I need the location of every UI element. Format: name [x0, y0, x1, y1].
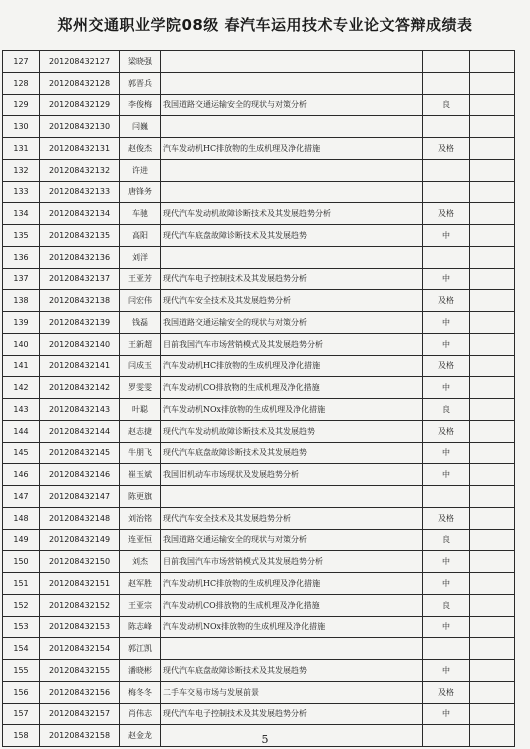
- row-number-cell: 128: [3, 72, 40, 94]
- student-name-cell: 崔玉斌: [120, 464, 161, 486]
- student-id-cell: 201208432136: [40, 246, 120, 268]
- student-name-cell: 刘治铭: [120, 507, 161, 529]
- student-id-cell: 201208432146: [40, 464, 120, 486]
- grade-cell: 中: [423, 616, 470, 638]
- thesis-topic-cell: 现代汽车底盘故障诊断技术及其发展趋势: [161, 442, 423, 464]
- row-number-cell: 138: [3, 290, 40, 312]
- grade-cell: 中: [423, 225, 470, 247]
- table-row: [3, 377, 515, 399]
- student-name-cell: 赵俊杰: [120, 138, 161, 160]
- thesis-topic-cell: 汽车发动机CO排放物的生成机理及净化措施: [161, 377, 423, 399]
- table-row: [3, 181, 515, 203]
- table-row: [3, 420, 515, 442]
- thesis-topic-cell: 现代汽车电子控制技术及其发展趋势分析: [161, 268, 423, 290]
- remarks-cell: [470, 529, 515, 551]
- row-number-cell: 146: [3, 464, 40, 486]
- grade-cell: 中: [423, 377, 470, 399]
- grades-table: [2, 50, 515, 747]
- student-id-cell: 201208432141: [40, 355, 120, 377]
- student-id-cell: 201208432149: [40, 529, 120, 551]
- student-id-cell: 201208432143: [40, 399, 120, 421]
- remarks-cell: [470, 225, 515, 247]
- grade-cell: 及格: [423, 290, 470, 312]
- table-row: [3, 616, 515, 638]
- student-name-cell: 陈更旗: [120, 486, 161, 508]
- row-number-cell: 148: [3, 507, 40, 529]
- thesis-topic-cell: 现代汽车发动机故障诊断技术及其发展趋势分析: [161, 203, 423, 225]
- remarks-cell: [470, 72, 515, 94]
- remarks-cell: [470, 399, 515, 421]
- thesis-topic-cell: 我国旧机动车市场现状及发展趋势分析: [161, 464, 423, 486]
- row-number-cell: 133: [3, 181, 40, 203]
- table-row: [3, 399, 515, 421]
- thesis-topic-cell: 现代汽车底盘故障诊断技术及其发展趋势: [161, 225, 423, 247]
- thesis-topic-cell: [161, 51, 423, 73]
- student-id-cell: 201208432157: [40, 703, 120, 725]
- remarks-cell: [470, 181, 515, 203]
- table-row: [3, 159, 515, 181]
- row-number-cell: 145: [3, 442, 40, 464]
- student-name-cell: 郭江凯: [120, 638, 161, 660]
- grade-cell: 良: [423, 594, 470, 616]
- thesis-topic-cell: [161, 486, 423, 508]
- student-id-cell: 201208432154: [40, 638, 120, 660]
- student-id-cell: 201208432151: [40, 573, 120, 595]
- row-number-cell: 140: [3, 333, 40, 355]
- student-name-cell: 梁晓强: [120, 51, 161, 73]
- student-id-cell: 201208432140: [40, 333, 120, 355]
- grade-cell: [423, 486, 470, 508]
- grades-table-body: [3, 51, 515, 747]
- remarks-cell: [470, 203, 515, 225]
- student-name-cell: 刘杰: [120, 551, 161, 573]
- thesis-topic-cell: 现代汽车底盘故障诊断技术及其发展趋势: [161, 660, 423, 682]
- row-number-cell: 151: [3, 573, 40, 595]
- remarks-cell: [470, 290, 515, 312]
- row-number-cell: 142: [3, 377, 40, 399]
- row-number-cell: 141: [3, 355, 40, 377]
- thesis-topic-cell: 目前我国汽车市场营销模式及其发展趋势分析: [161, 551, 423, 573]
- student-id-cell: 201208432148: [40, 507, 120, 529]
- remarks-cell: [470, 507, 515, 529]
- student-name-cell: 李俊梅: [120, 94, 161, 116]
- student-name-cell: 梅冬冬: [120, 681, 161, 703]
- row-number-cell: 129: [3, 94, 40, 116]
- row-number-cell: 150: [3, 551, 40, 573]
- student-name-cell: 王亚芳: [120, 268, 161, 290]
- grade-cell: [423, 51, 470, 73]
- row-number-cell: 127: [3, 51, 40, 73]
- table-row: [3, 551, 515, 573]
- student-id-cell: 201208432156: [40, 681, 120, 703]
- remarks-cell: [470, 355, 515, 377]
- grade-cell: [423, 159, 470, 181]
- grade-cell: 及格: [423, 355, 470, 377]
- row-number-cell: 157: [3, 703, 40, 725]
- student-id-cell: 201208432131: [40, 138, 120, 160]
- table-row: [3, 464, 515, 486]
- row-number-cell: 144: [3, 420, 40, 442]
- thesis-topic-cell: 汽车发动机NOx排放物的生成机理及净化措施: [161, 616, 423, 638]
- student-id-cell: 201208432158: [40, 725, 120, 747]
- remarks-cell: [470, 486, 515, 508]
- table-row: [3, 333, 515, 355]
- grade-cell: 中: [423, 464, 470, 486]
- student-name-cell: 唐锋务: [120, 181, 161, 203]
- student-name-cell: 连亚恒: [120, 529, 161, 551]
- grade-cell: [423, 638, 470, 660]
- student-name-cell: 赵金龙: [120, 725, 161, 747]
- table-row: [3, 660, 515, 682]
- row-number-cell: 132: [3, 159, 40, 181]
- table-row: [3, 573, 515, 595]
- grade-cell: 良: [423, 399, 470, 421]
- table-row: [3, 594, 515, 616]
- grade-cell: [423, 181, 470, 203]
- thesis-topic-cell: 汽车发动机HC排放物的生成机理及净化措施: [161, 138, 423, 160]
- student-name-cell: 潘晓彬: [120, 660, 161, 682]
- student-name-cell: 刘洋: [120, 246, 161, 268]
- grade-cell: [423, 246, 470, 268]
- remarks-cell: [470, 94, 515, 116]
- thesis-topic-cell: [161, 159, 423, 181]
- grade-cell: 及格: [423, 203, 470, 225]
- remarks-cell: [470, 377, 515, 399]
- table-row: [3, 681, 515, 703]
- student-id-cell: 201208432139: [40, 312, 120, 334]
- remarks-cell: [470, 420, 515, 442]
- remarks-cell: [470, 703, 515, 725]
- thesis-topic-cell: 我国道路交通运输安全的现状与对策分析: [161, 312, 423, 334]
- remarks-cell: [470, 246, 515, 268]
- table-row: [3, 312, 515, 334]
- thesis-topic-cell: 我国道路交通运输安全的现状与对策分析: [161, 94, 423, 116]
- grade-cell: 中: [423, 442, 470, 464]
- student-id-cell: 201208432150: [40, 551, 120, 573]
- remarks-cell: [470, 268, 515, 290]
- grade-cell: 中: [423, 268, 470, 290]
- student-id-cell: 201208432147: [40, 486, 120, 508]
- student-name-cell: 闫成玉: [120, 355, 161, 377]
- student-name-cell: 郭晋兵: [120, 72, 161, 94]
- remarks-cell: [470, 51, 515, 73]
- student-id-cell: 201208432137: [40, 268, 120, 290]
- thesis-topic-cell: [161, 181, 423, 203]
- student-name-cell: 王新超: [120, 333, 161, 355]
- remarks-cell: [470, 551, 515, 573]
- student-id-cell: 201208432155: [40, 660, 120, 682]
- table-row: [3, 51, 515, 73]
- student-name-cell: 赵志捷: [120, 420, 161, 442]
- grade-cell: 中: [423, 551, 470, 573]
- remarks-cell: [470, 159, 515, 181]
- row-number-cell: 147: [3, 486, 40, 508]
- remarks-cell: [470, 333, 515, 355]
- student-name-cell: 闫宏伟: [120, 290, 161, 312]
- table-row: [3, 116, 515, 138]
- table-row: [3, 355, 515, 377]
- thesis-topic-cell: 现代汽车发动机故障诊断技术及其发展趋势: [161, 420, 423, 442]
- thesis-topic-cell: 我国道路交通运输安全的现状与对策分析: [161, 529, 423, 551]
- student-name-cell: 钱磊: [120, 312, 161, 334]
- remarks-cell: [470, 681, 515, 703]
- student-id-cell: 201208432128: [40, 72, 120, 94]
- table-row: [3, 94, 515, 116]
- thesis-topic-cell: [161, 72, 423, 94]
- row-number-cell: 131: [3, 138, 40, 160]
- table-row: [3, 638, 515, 660]
- table-row: [3, 246, 515, 268]
- student-name-cell: 叶聪: [120, 399, 161, 421]
- row-number-cell: 153: [3, 616, 40, 638]
- remarks-cell: [470, 312, 515, 334]
- thesis-topic-cell: 现代汽车安全技术及其发展趋势分析: [161, 290, 423, 312]
- student-name-cell: 罗雯雯: [120, 377, 161, 399]
- student-id-cell: 201208432130: [40, 116, 120, 138]
- thesis-topic-cell: 汽车发动机HC排放物的生成机理及净化措施: [161, 573, 423, 595]
- remarks-cell: [470, 138, 515, 160]
- student-name-cell: 闫巍: [120, 116, 161, 138]
- thesis-topic-cell: 汽车发动机CO排放物的生成机理及净化措施: [161, 594, 423, 616]
- grade-cell: 良: [423, 94, 470, 116]
- table-row: [3, 442, 515, 464]
- table-row: [3, 486, 515, 508]
- row-number-cell: 143: [3, 399, 40, 421]
- student-name-cell: 赵军胜: [120, 573, 161, 595]
- student-name-cell: 王亚宗: [120, 594, 161, 616]
- row-number-cell: 149: [3, 529, 40, 551]
- student-id-cell: 201208432145: [40, 442, 120, 464]
- student-id-cell: 201208432133: [40, 181, 120, 203]
- remarks-cell: [470, 116, 515, 138]
- row-number-cell: 139: [3, 312, 40, 334]
- row-number-cell: 135: [3, 225, 40, 247]
- table-row: [3, 203, 515, 225]
- grade-cell: [423, 72, 470, 94]
- table-row: [3, 72, 515, 94]
- student-name-cell: 肖伟志: [120, 703, 161, 725]
- remarks-cell: [470, 638, 515, 660]
- thesis-topic-cell: 现代汽车电子控制技术及其发展趋势分析: [161, 703, 423, 725]
- thesis-topic-cell: 汽车发动机HC排放物的生成机理及净化措施: [161, 355, 423, 377]
- student-name-cell: 车驰: [120, 203, 161, 225]
- student-id-cell: 201208432153: [40, 616, 120, 638]
- thesis-topic-cell: [161, 638, 423, 660]
- row-number-cell: 134: [3, 203, 40, 225]
- student-id-cell: 201208432135: [40, 225, 120, 247]
- grade-cell: 及格: [423, 138, 470, 160]
- thesis-topic-cell: 二手车交易市场与发展前景: [161, 681, 423, 703]
- row-number-cell: 156: [3, 681, 40, 703]
- row-number-cell: 158: [3, 725, 40, 747]
- student-id-cell: 201208432134: [40, 203, 120, 225]
- table-row: [3, 290, 515, 312]
- row-number-cell: 155: [3, 660, 40, 682]
- remarks-cell: [470, 573, 515, 595]
- row-number-cell: 154: [3, 638, 40, 660]
- grade-cell: [423, 116, 470, 138]
- table-row: [3, 529, 515, 551]
- thesis-topic-cell: [161, 246, 423, 268]
- page-title: 郑州交通职业学院08级 春汽车运用技术专业论文答辩成绩表: [57, 16, 473, 34]
- grade-cell: 中: [423, 703, 470, 725]
- student-name-cell: 高阳: [120, 225, 161, 247]
- student-id-cell: 201208432138: [40, 290, 120, 312]
- row-number-cell: 136: [3, 246, 40, 268]
- student-id-cell: 201208432152: [40, 594, 120, 616]
- student-id-cell: 201208432144: [40, 420, 120, 442]
- table-row: [3, 507, 515, 529]
- student-id-cell: 201208432142: [40, 377, 120, 399]
- grade-cell: 中: [423, 333, 470, 355]
- remarks-cell: [470, 464, 515, 486]
- remarks-cell: [470, 442, 515, 464]
- grade-cell: 及格: [423, 507, 470, 529]
- table-row: [3, 138, 515, 160]
- page-number: 5: [261, 733, 269, 746]
- row-number-cell: 130: [3, 116, 40, 138]
- student-name-cell: 许进: [120, 159, 161, 181]
- grade-cell: 良: [423, 529, 470, 551]
- student-id-cell: 201208432129: [40, 94, 120, 116]
- thesis-topic-cell: [161, 116, 423, 138]
- student-name-cell: 陈志峰: [120, 616, 161, 638]
- grade-cell: 中: [423, 312, 470, 334]
- remarks-cell: [470, 660, 515, 682]
- grade-cell: 及格: [423, 681, 470, 703]
- table-row: [3, 268, 515, 290]
- remarks-cell: [470, 616, 515, 638]
- student-id-cell: 201208432127: [40, 51, 120, 73]
- thesis-topic-cell: 目前我国汽车市场营销模式及其发展趋势分析: [161, 333, 423, 355]
- table-row: [3, 225, 515, 247]
- thesis-topic-cell: 现代汽车安全技术及其发展趋势分析: [161, 507, 423, 529]
- thesis-topic-cell: 汽车发动机NOx排放物的生成机理及净化措施: [161, 399, 423, 421]
- row-number-cell: 152: [3, 594, 40, 616]
- grade-cell: 及格: [423, 420, 470, 442]
- remarks-cell: [470, 594, 515, 616]
- grade-cell: 中: [423, 573, 470, 595]
- row-number-cell: 137: [3, 268, 40, 290]
- table-row: [3, 703, 515, 725]
- grade-cell: 中: [423, 660, 470, 682]
- student-name-cell: 牛朋飞: [120, 442, 161, 464]
- student-id-cell: 201208432132: [40, 159, 120, 181]
